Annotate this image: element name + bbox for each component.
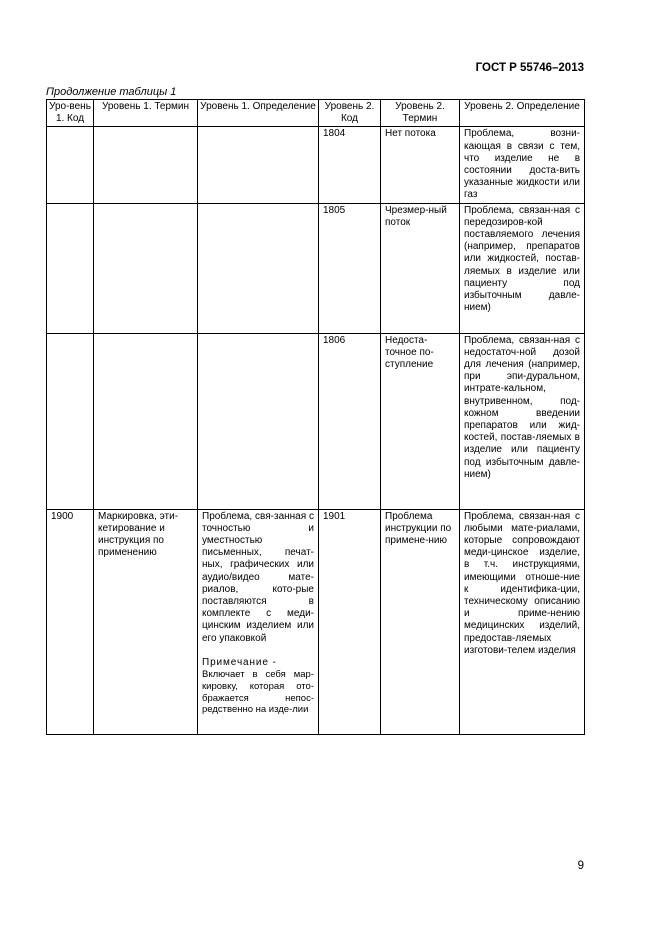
l1-term-cell (94, 127, 198, 203)
col-header-l2-code: Уровень 2. Код (319, 100, 381, 127)
table-row (47, 509, 585, 734)
l2-definition-cell: Проблема, возни-кающая в связи с тем, что изделие не в состоянии доста-вить указанные жидкости или газ (460, 127, 585, 203)
l1-definition-cell (198, 509, 319, 734)
col-header-l2-term: Уровень 2. Термин (381, 100, 460, 127)
table-header-row (47, 100, 585, 127)
l1-definition-cell (198, 127, 319, 203)
l2-definition-cell: Проблема, связан-ная с любыми мате-риалами, которые сопровождают меди-цинское изделие, в т.ч. инструкциями, имеющими отноше-ние к идентифика-ции, техническому описанию и приме-нению медицинских изделий, предостав-ляемых изготови-телем изделия (460, 509, 585, 734)
l1-code-cell (47, 203, 94, 333)
l2-definition-cell: Проблема, связан-ная с недостаточ-ной дозой для лечения (например, при эпи-дуральном, интрате-кальном, внутривенном, под-кожном введении препаратов или жид-костей, постав-ляемых в изделие или пациенту под избыточным давле-нием) (460, 333, 585, 509)
col-header-l2-definition: Уровень 2. Определение (460, 100, 585, 127)
note-text: Включает в себя мар-кировку, которая ото-бражается непос-редственно на изде-лии (202, 669, 314, 716)
table-caption: Продолжение таблицы 1 (46, 86, 177, 98)
l2-term-cell: Нет потока (381, 127, 460, 203)
l1-code-cell (47, 127, 94, 203)
l1-definition-cell (198, 203, 319, 333)
l2-code-cell: 1805 (319, 203, 381, 333)
col-header-l1-definition: Уровень 1. Определение (198, 100, 319, 127)
page-number: 9 (577, 860, 584, 872)
l1-definition-cell (198, 333, 319, 509)
l1-code-cell: 1900 (47, 509, 94, 734)
col-header-l1-code: Уро-вень 1. Код (47, 100, 94, 127)
l1-definition-text: Проблема, свя-занная с точностью и уместностью письменных, печат-ных, графических или аудио/видео мате-риалов, кото-рые поставляются в комплекте с меди-цинским изделием или его упаковкой (202, 510, 314, 644)
col-header-l1-term: Уровень 1. Термин (94, 100, 198, 127)
l2-code-cell: 1901 (319, 509, 381, 734)
table-row (47, 333, 585, 509)
l1-term-cell (94, 333, 198, 509)
l1-term-cell: Маркировка, эти-кетирование и инструкция по применению (94, 509, 198, 734)
l1-code-cell (47, 333, 94, 509)
l2-code-cell: 1806 (319, 333, 381, 509)
l2-term-cell: Проблема инструкции по примене-нию (381, 509, 460, 734)
note-label: Примечание - (202, 656, 277, 668)
l2-code-cell: 1804 (319, 127, 381, 203)
document-id: ГОСТ Р 55746–2013 (475, 62, 584, 74)
table-row (47, 203, 585, 333)
l2-term-cell: Недоста-точное по-ступление (381, 333, 460, 509)
l2-definition-cell: Проблема, связан-ная с передозиров-кой поставляемого лечения (например, препаратов или жидкостей, постав-ляемых в изделие или пациенту под избыточным давле-нием) (460, 203, 585, 333)
terms-table (46, 99, 585, 735)
table-row (47, 127, 585, 203)
l1-term-cell (94, 203, 198, 333)
l2-term-cell: Чрезмер-ный поток (381, 203, 460, 333)
